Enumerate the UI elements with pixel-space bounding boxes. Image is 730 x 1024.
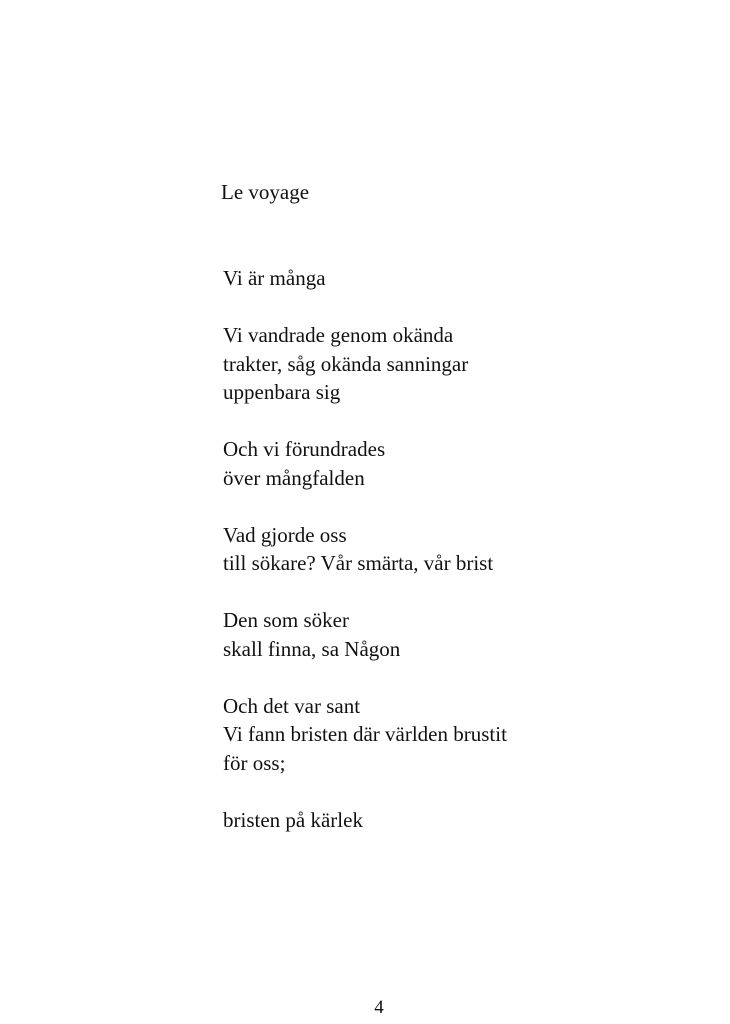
stanza: [223, 692, 663, 778]
poem-line: till sökare? Vår smärta, vår brist: [223, 551, 494, 575]
poem-line: Vi vandrade genom okända: [223, 323, 454, 347]
poem-line: för oss;: [223, 750, 286, 775]
poem-line: bristen på kärlek: [223, 807, 363, 832]
page-number: 4: [374, 997, 384, 1018]
poem-line: trakter, såg okända sanningar: [223, 351, 469, 376]
poem-line: över mångfalden: [223, 465, 365, 490]
poem-line: uppenbara sig: [223, 380, 341, 404]
poem-line: Vi är många: [223, 266, 326, 290]
poem-line: skall finna, sa Någon: [223, 636, 401, 661]
poem-title: Le voyage: [221, 180, 310, 204]
poem-line: Och det var sant: [223, 693, 361, 718]
stanza: [223, 264, 663, 293]
stanza: [223, 435, 663, 492]
stanza: [223, 321, 663, 407]
stanza: [223, 521, 663, 578]
poem-body: [223, 264, 663, 863]
poem-line: Vi fann bristen där världen brustit: [223, 722, 507, 746]
poem-line: Den som söker: [223, 608, 349, 632]
poem-line: Vad gjorde oss: [223, 522, 347, 547]
stanza: [223, 806, 663, 835]
stanza: [223, 606, 663, 663]
poem-line: Och vi förundrades: [223, 437, 386, 461]
